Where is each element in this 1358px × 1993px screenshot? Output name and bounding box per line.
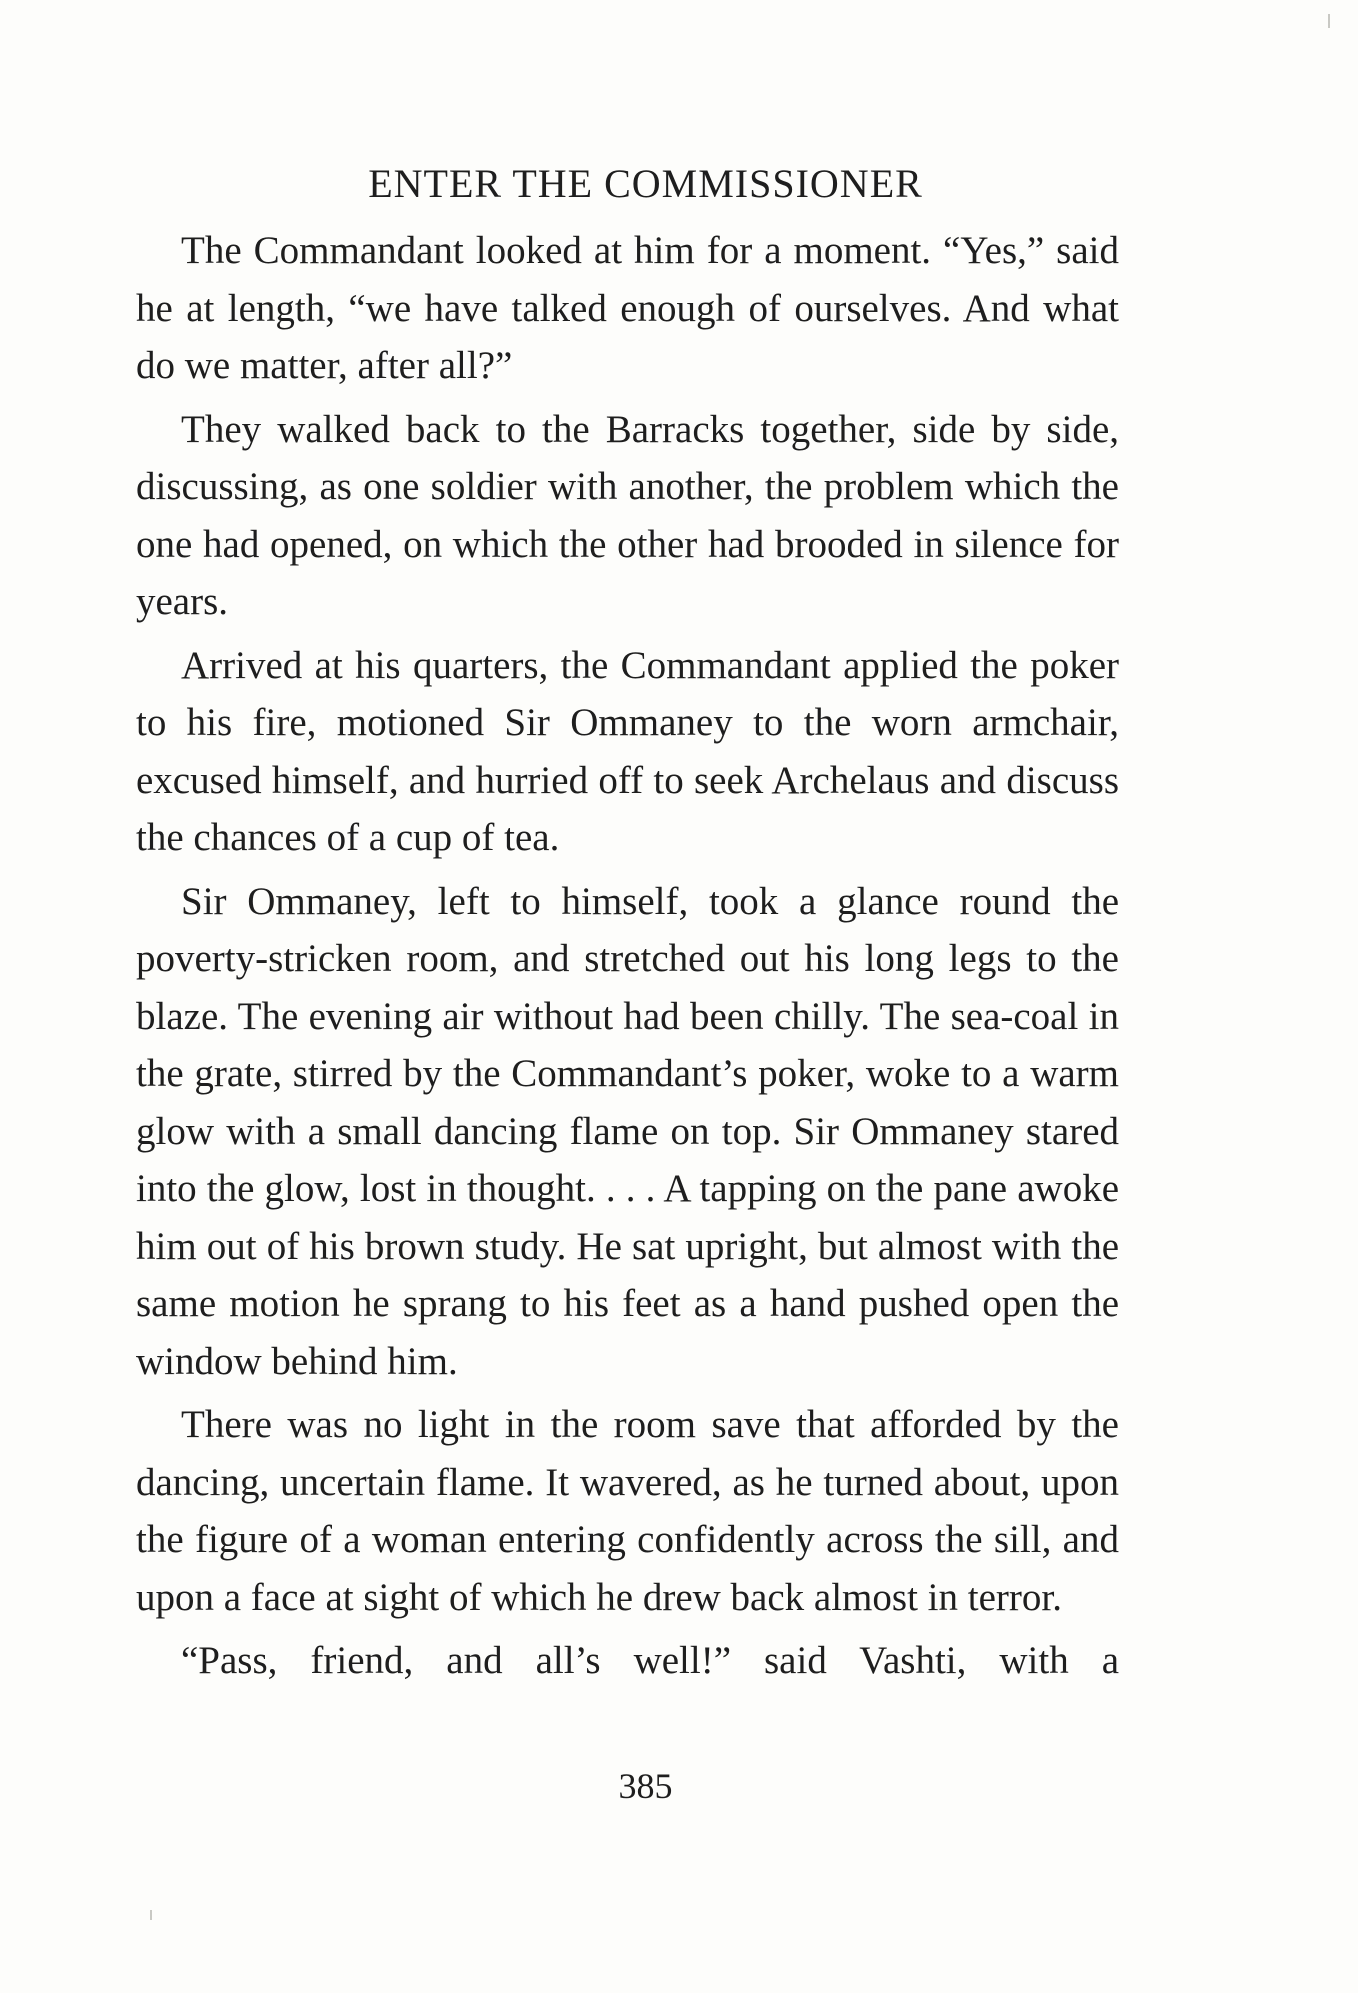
page-number: 385 (618, 1766, 673, 1806)
paragraph-3: Arrived at his quarters, the Commandant applied the poker to his fire, motioned Sir Ommaney to the worn armchair, excused himself, and hurried off to seek Archelaus and discuss the chances of a cup of tea. (136, 643, 1119, 859)
scan-speck (1328, 14, 1330, 28)
paragraph-1: The Commandant looked at him for a moment. “Yes,” said he at length, “we have talked enough of ourselves. And what do we matter, after all?” (136, 229, 1119, 387)
scan-speck (150, 1910, 152, 1920)
paragraph-5: There was no light in the room save that afforded by the dancing, uncertain flame. It wavered, as he turned about, upon the figure of a woman entering confidently across the sill, and upon a face at sight of which he drew back almost in terror. (136, 1403, 1119, 1619)
paragraph-6: “Pass, friend, and all’s well!” said Vashti, with a (181, 1639, 1119, 1682)
book-page (136, 160, 1119, 1820)
paragraph-2: They walked back to the Barracks together, side by side, discussing, as one soldier with another, the problem which the one had opened, on which the other had brooded in silence for years. (136, 407, 1119, 623)
paragraph-4: Sir Ommaney, left to himself, took a glance round the poverty-stricken room, and stretched out his long legs to the blaze. The evening air without had been chilly. The sea-coal in the grate, stirred by the Commandant’s poker, woke to a warm glow with a small dancing flame on top. Sir Ommaney stared into the glow, lost in thought. . . . A tapping on the pane awoke him out of his brown study. He sat upright, but almost with the same motion he sprang to his feet as a hand pushed open the window behind him. (136, 879, 1119, 1383)
running-head: ENTER THE COMMISSIONER (368, 161, 923, 206)
